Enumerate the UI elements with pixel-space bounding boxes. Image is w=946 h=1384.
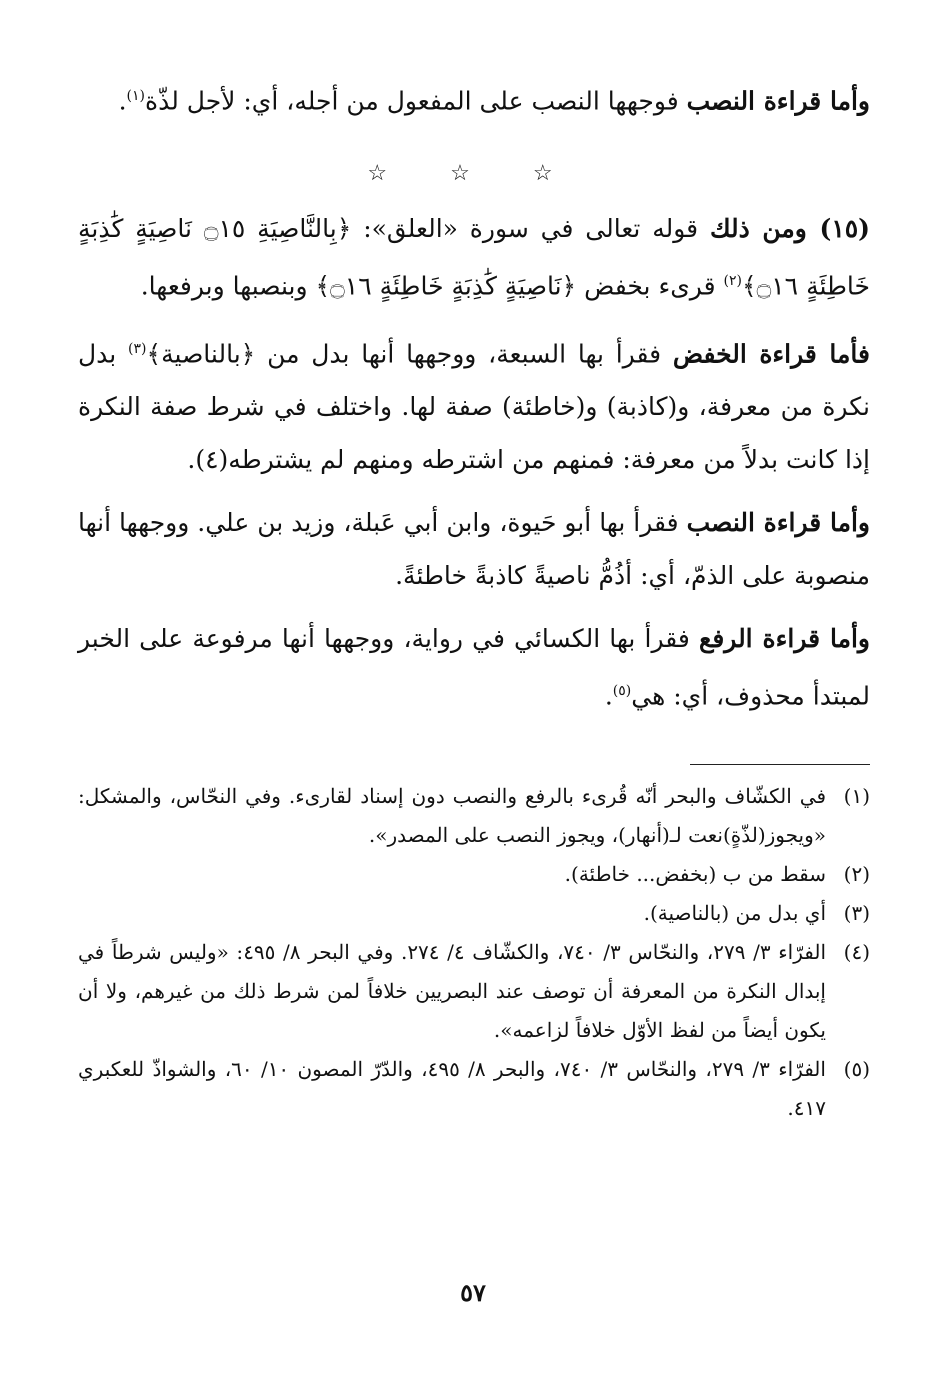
footnote-number: (٢) [843, 862, 870, 887]
footnote-text: أي بدل من (بالناصية). [643, 901, 826, 926]
paragraph-text: قوله تعالى في سورة «العلق»: ﴿بِالنَّاصِيَةِ ۝١٥ نَاصِيَةٍ كَٰذِبَةٍ خَاطِئَةٍ ۝١٦﴾ [78, 214, 870, 301]
footnote [78, 894, 870, 933]
paragraph-3 [78, 323, 870, 486]
footnote-text: سقط من ب (بخفض... خاطئة). [564, 862, 826, 887]
footnote-text: الفرّاء ٣/ ٢٧٩، والنحّاس ٣/ ٧٤٠، والكشّاف ٤/ ٢٧٤. وفي البحر ٨/ ٤٩٥: «وليس شرطاً في إبدال النكرة من المعرفة أن توصف عند البصريين خلافاً لمن شرط ذلك من غيرهم، ولا أن يكون أيضاً من لفظ الأوّل خلافاً لزاعمه». [78, 940, 826, 1043]
paragraph-lead: (١٥) ومن ذلك [709, 214, 871, 244]
footnote [78, 777, 870, 855]
paragraph-lead: وأما قراءة النصب [686, 86, 870, 116]
footnote-number: (٤) [843, 940, 870, 965]
footnote-text: في الكشّاف والبحر أنّه قُرىء بالرفع والنصب دون إسناد لقارىء. وفي النحّاس، والمشكل: «ويجوز(لذّةٍ)نعت لـ(أنهار)، ويجوز النصب على المصدر». [78, 784, 826, 848]
paragraph-tail: . [604, 681, 613, 711]
section-divider-stars: ☆ ☆ ☆ [367, 161, 581, 187]
footnote-ref: (٣) [128, 340, 147, 357]
paragraph-text: فقرأ بها أبو حَيوة، وابن أبي عَبلة، وزيد بن علي. ووجهها أنها منصوبة على الذمّ، أي: أذُمُّ ناصيةً كاذبةً خاطئةً. [78, 507, 870, 590]
footnote-number: (٥) [843, 1057, 870, 1082]
footnote-ref: (٢) [723, 273, 742, 290]
footnote-ref: (١) [126, 88, 145, 104]
paragraph-2 [78, 202, 870, 312]
page-number: ٥٧ [460, 1278, 486, 1307]
paragraph-lead: وأما قراءة الرفع [699, 623, 871, 653]
paragraph-tail: بدل نكرة من معرفة، و(كاذبة) و(خاطئة) صفة لها. واختلف في شرط صفة النكرة إذا كانت بدلاً من معرفة: فمنهم من اشترطه ومنهم لم يشترطه(٤). [78, 338, 870, 474]
footnote-ref: (٥) [612, 682, 632, 699]
footnote [78, 855, 870, 894]
paragraph-text: فوجهها النصب على المفعول من أجله، أي: لأجل لذّة [145, 86, 687, 116]
paragraph-lead: فأما قراءة الخفض [672, 338, 870, 368]
footnotes [78, 777, 870, 1128]
footnote [78, 933, 870, 1050]
paragraph-text: فقرأ بها الكسائي في رواية، ووجهها أنها مرفوعة على الخبر لمبتدأ محذوف، أي: هي [78, 623, 870, 711]
paragraph-text: فقرأ بها السبعة، ووجهها أنها بدل من ﴿بالناصية﴾ [146, 338, 673, 368]
footnote-separator [690, 764, 870, 765]
footnote-text: الفرّاء ٣/ ٢٧٩، والنحّاس ٣/ ٧٤٠، والبحر ٨/ ٤٩٥، والدّرّ المصون ١٠/ ٦٠، والشواذّ للعكبري ٤١٧. [78, 1057, 826, 1121]
paragraph-5 [78, 612, 870, 722]
paragraph-tail: . [118, 86, 127, 116]
paragraph-lead: وأما قراءة النصب [686, 507, 870, 537]
paragraph-1 [78, 70, 870, 127]
footnote-number: (٣) [843, 901, 870, 926]
paragraph-4 [78, 496, 870, 602]
footnote [78, 1050, 870, 1128]
paragraph-tail: قرىء بخفض ﴿نَاصِيَةٍ كَٰذِبَةٍ خَاطِئَةٍ ۝١٦﴾ وبنصبها وبرفعها. [140, 271, 724, 301]
footnote-number: (١) [843, 784, 870, 809]
